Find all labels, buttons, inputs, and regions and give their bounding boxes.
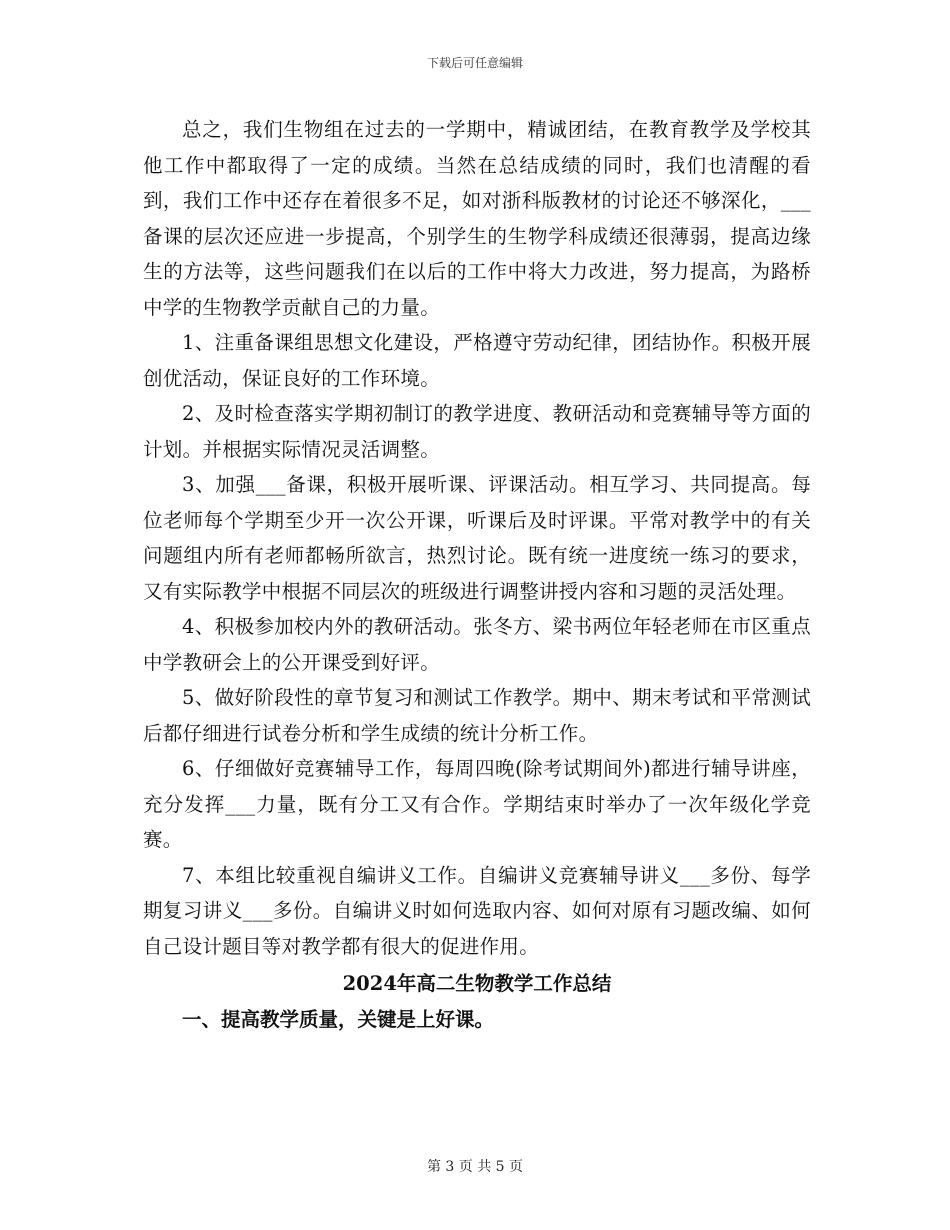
paragraph-item-7: 7、本组比较重视自编讲义工作。自编讲义竞赛辅导讲义___多份、每学期复习讲义___多份。自编讲义时如何选取内容、如何对原有习题改编、如何自己设计题目等对教学都有很大的促进作用。 — [143, 863, 811, 958]
paragraph-item-3: 3、加强___备课，积极开展听课、评课活动。相互学习、共同提高。每位老师每个学期至少开一次公开课，听课后及时评课。平常对教学中的有关问题组内所有老师都畅所欲言，热烈讨论。既有统一进度统一练习的要求，又有实际教学中根据不同层次的班级进行调整讲授内容和习题的灵活处理。 — [143, 473, 811, 603]
section-heading: 一、提高教学质量，关键是上好课。 — [182, 1008, 495, 1031]
paragraph-item-1: 1、注重备课组思想文化建设，严格遵守劳动纪律，团结协作。积极开展创优活动，保证良好的工作环境。 — [143, 331, 811, 390]
paragraph-item-4: 4、积极参加校内外的教研活动。张冬方、梁书两位年轻老师在市区重点中学教研会上的公开课受到好评。 — [143, 615, 811, 674]
page-number: 第 3 页 共 5 页 — [426, 1159, 524, 1175]
paragraph-summary: 总之，我们生物组在过去的一学期中，精诚团结，在教育教学及学校其他工作中都取得了一定的成绩。当然在总结成绩的同时，我们也清醒的看到，我们工作中还存在着很多不足，如对浙科版教材的讨论还不够深化，___备课的层次还应进一步提高，个别学生的生物学科成绩还很薄弱，提高边缘生的方法等，这些问题我们在以后的工作中将大力改进，努力提高，为路桥中学的生物教学贡献自己的力量。 — [143, 118, 811, 319]
paragraph-item-5: 5、做好阶段性的章节复习和测试工作教学。期中、期末考试和平常测试后都仔细进行试卷分析和学生成绩的统计分析工作。 — [143, 686, 811, 745]
document-title: 2024年高二生物教学工作总结 — [342, 972, 612, 995]
page-header: 下载后可任意编辑 — [426, 56, 523, 70]
paragraph-item-2: 2、及时检查落实学期初制订的教学进度、教研活动和竞赛辅导等方面的计划。并根据实际情况灵活调整。 — [143, 402, 811, 461]
paragraph-item-6: 6、仔细做好竞赛辅导工作，每周四晚(除考试期间外)都进行辅导讲座，充分发挥___力量，既有分工又有合作。学期结束时举办了一次年级化学竞赛。 — [143, 757, 811, 851]
document-body — [143, 112, 811, 1038]
